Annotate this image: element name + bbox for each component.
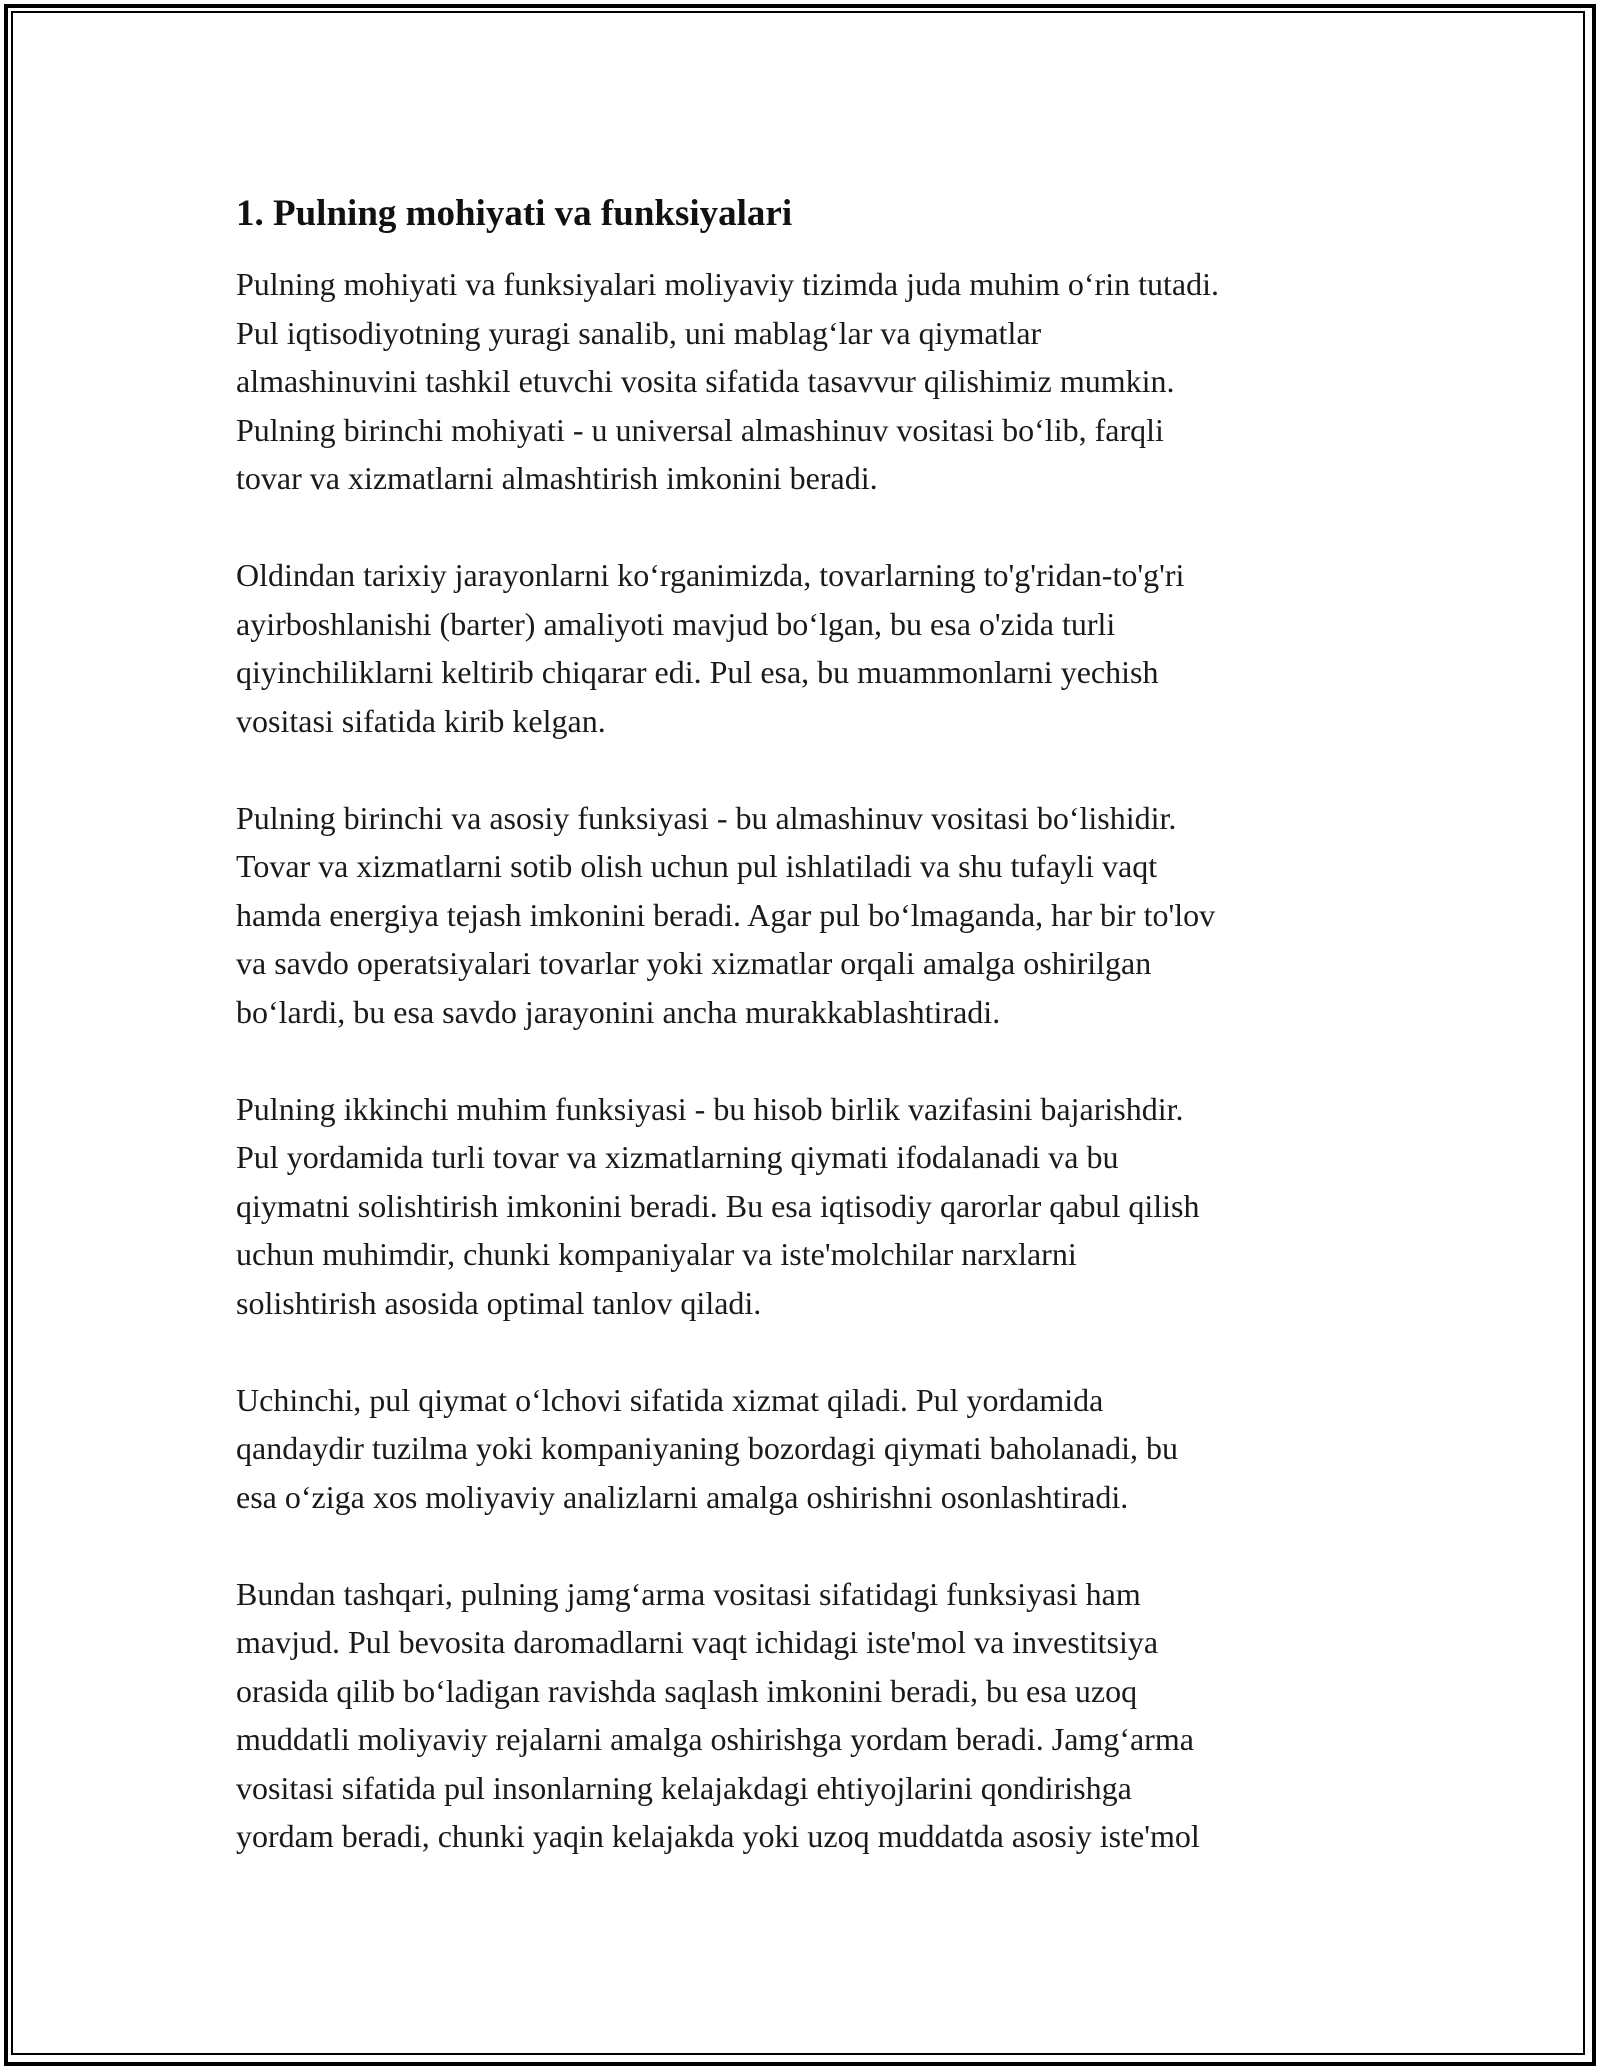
paragraph-unit-of-account (236, 1085, 1376, 1328)
text-line: Pul yordamida turli tovar va xizmatlarning qiymati ifodalanadi va bu (236, 1139, 1119, 1175)
text-line: vositasi sifatida pul insonlarning kelajakdagi ehtiyojlarini qondirishga (236, 1769, 1132, 1806)
text-line: Pulning mohiyati va funksiyalari moliyaviy tizimda juda muhim o‘rin tutadi. (236, 266, 1219, 302)
text-line: orasida qilib bo‘ladigan ravishda saqlash imkonini beradi, bu esa uzoq (236, 1672, 1138, 1709)
text-line: uchun muhimdir, chunki kompaniyalar va iste'molchilar narxlarni (236, 1236, 1077, 1272)
text-line: Tovar va xizmatlarni sotib olish uchun pul ishlatiladi va shu tufayli vaqt (236, 848, 1158, 884)
text-line: hamda energiya tejash imkonini beradi. Agar pul bo‘lmaganda, har bir to'lov (236, 896, 1216, 933)
text-line: bo‘lardi, bu esa savdo jarayonini ancha murakkablashtiradi. (236, 993, 1001, 1030)
section-heading: 1. Pulning mohiyati va funksiyalari (236, 193, 793, 234)
text-line: va savdo operatsiyalari tovarlar yoki xizmatlar orqali amalga oshirilgan (236, 945, 1152, 981)
text-line: mavjud. Pul bevosita daromadlarni vaqt ichidagi iste'mol va investitsiya (236, 1624, 1159, 1660)
text-line: qandaydir tuzilma yoki kompaniyaning bozordagi qiymati baholanadi, bu (236, 1430, 1178, 1466)
paragraph-store-of-value (236, 1570, 1376, 1861)
document-body (236, 186, 1376, 1909)
text-line: qiyinchiliklarni keltirib chiqarar edi. Pul esa, bu muammonlarni yechish (236, 654, 1159, 690)
text-line: almashinuvini tashkil etuvchi vosita sifatida tasavvur qilishimiz mumkin. (236, 363, 1175, 399)
text-line: qiymatni solishtirish imkonini beradi. Bu esa iqtisodiy qarorlar qabul qilish (236, 1187, 1200, 1224)
text-line: Uchinchi, pul qiymat o‘lchovi sifatida xizmat qiladi. Pul yordamida (236, 1381, 1104, 1418)
text-line: yordam beradi, chunki yaqin kelajakda yoki uzoq muddatda asosiy iste'mol (236, 1818, 1200, 1854)
text-line: ayirboshlanishi (barter) amaliyoti mavjud bo‘lgan, bu esa o'zida turli (236, 605, 1116, 642)
paragraph-measure-of-value (236, 1376, 1376, 1522)
paragraph-exchange-function (236, 794, 1376, 1037)
text-line: esa o‘ziga xos moliyaviy analizlarni amalga oshirishni osonlashtiradi. (236, 1478, 1129, 1515)
text-line: Pul iqtisodiyotning yuragi sanalib, uni mablag‘lar va qiymatlar (236, 314, 1042, 351)
text-line: Oldindan tarixiy jarayonlarni ko‘rganimizda, tovarlarning to'g'ridan-to'g'ri (236, 557, 1185, 593)
paragraph-intro (236, 260, 1376, 503)
text-line: vositasi sifatida kirib kelgan. (236, 702, 606, 739)
paragraph-history (236, 551, 1376, 745)
text-line: Pulning birinchi mohiyati - u universal almashinuv vositasi bo‘lib, farqli (236, 411, 1164, 448)
text-line: tovar va xizmatlarni almashtirish imkonini beradi. (236, 460, 878, 496)
text-line: Pulning ikkinchi muhim funksiyasi - bu hisob birlik vazifasini bajarishdir. (236, 1090, 1184, 1127)
text-line: solishtirish asosida optimal tanlov qiladi. (236, 1284, 762, 1321)
text-line: muddatli moliyaviy rejalarni amalga oshirishga yordam beradi. Jamg‘arma (236, 1721, 1194, 1757)
text-line: Pulning birinchi va asosiy funksiyasi - bu almashinuv vositasi bo‘lishidir. (236, 799, 1177, 836)
text-line: Bundan tashqari, pulning jamg‘arma vositasi sifatidagi funksiyasi ham (236, 1575, 1141, 1612)
